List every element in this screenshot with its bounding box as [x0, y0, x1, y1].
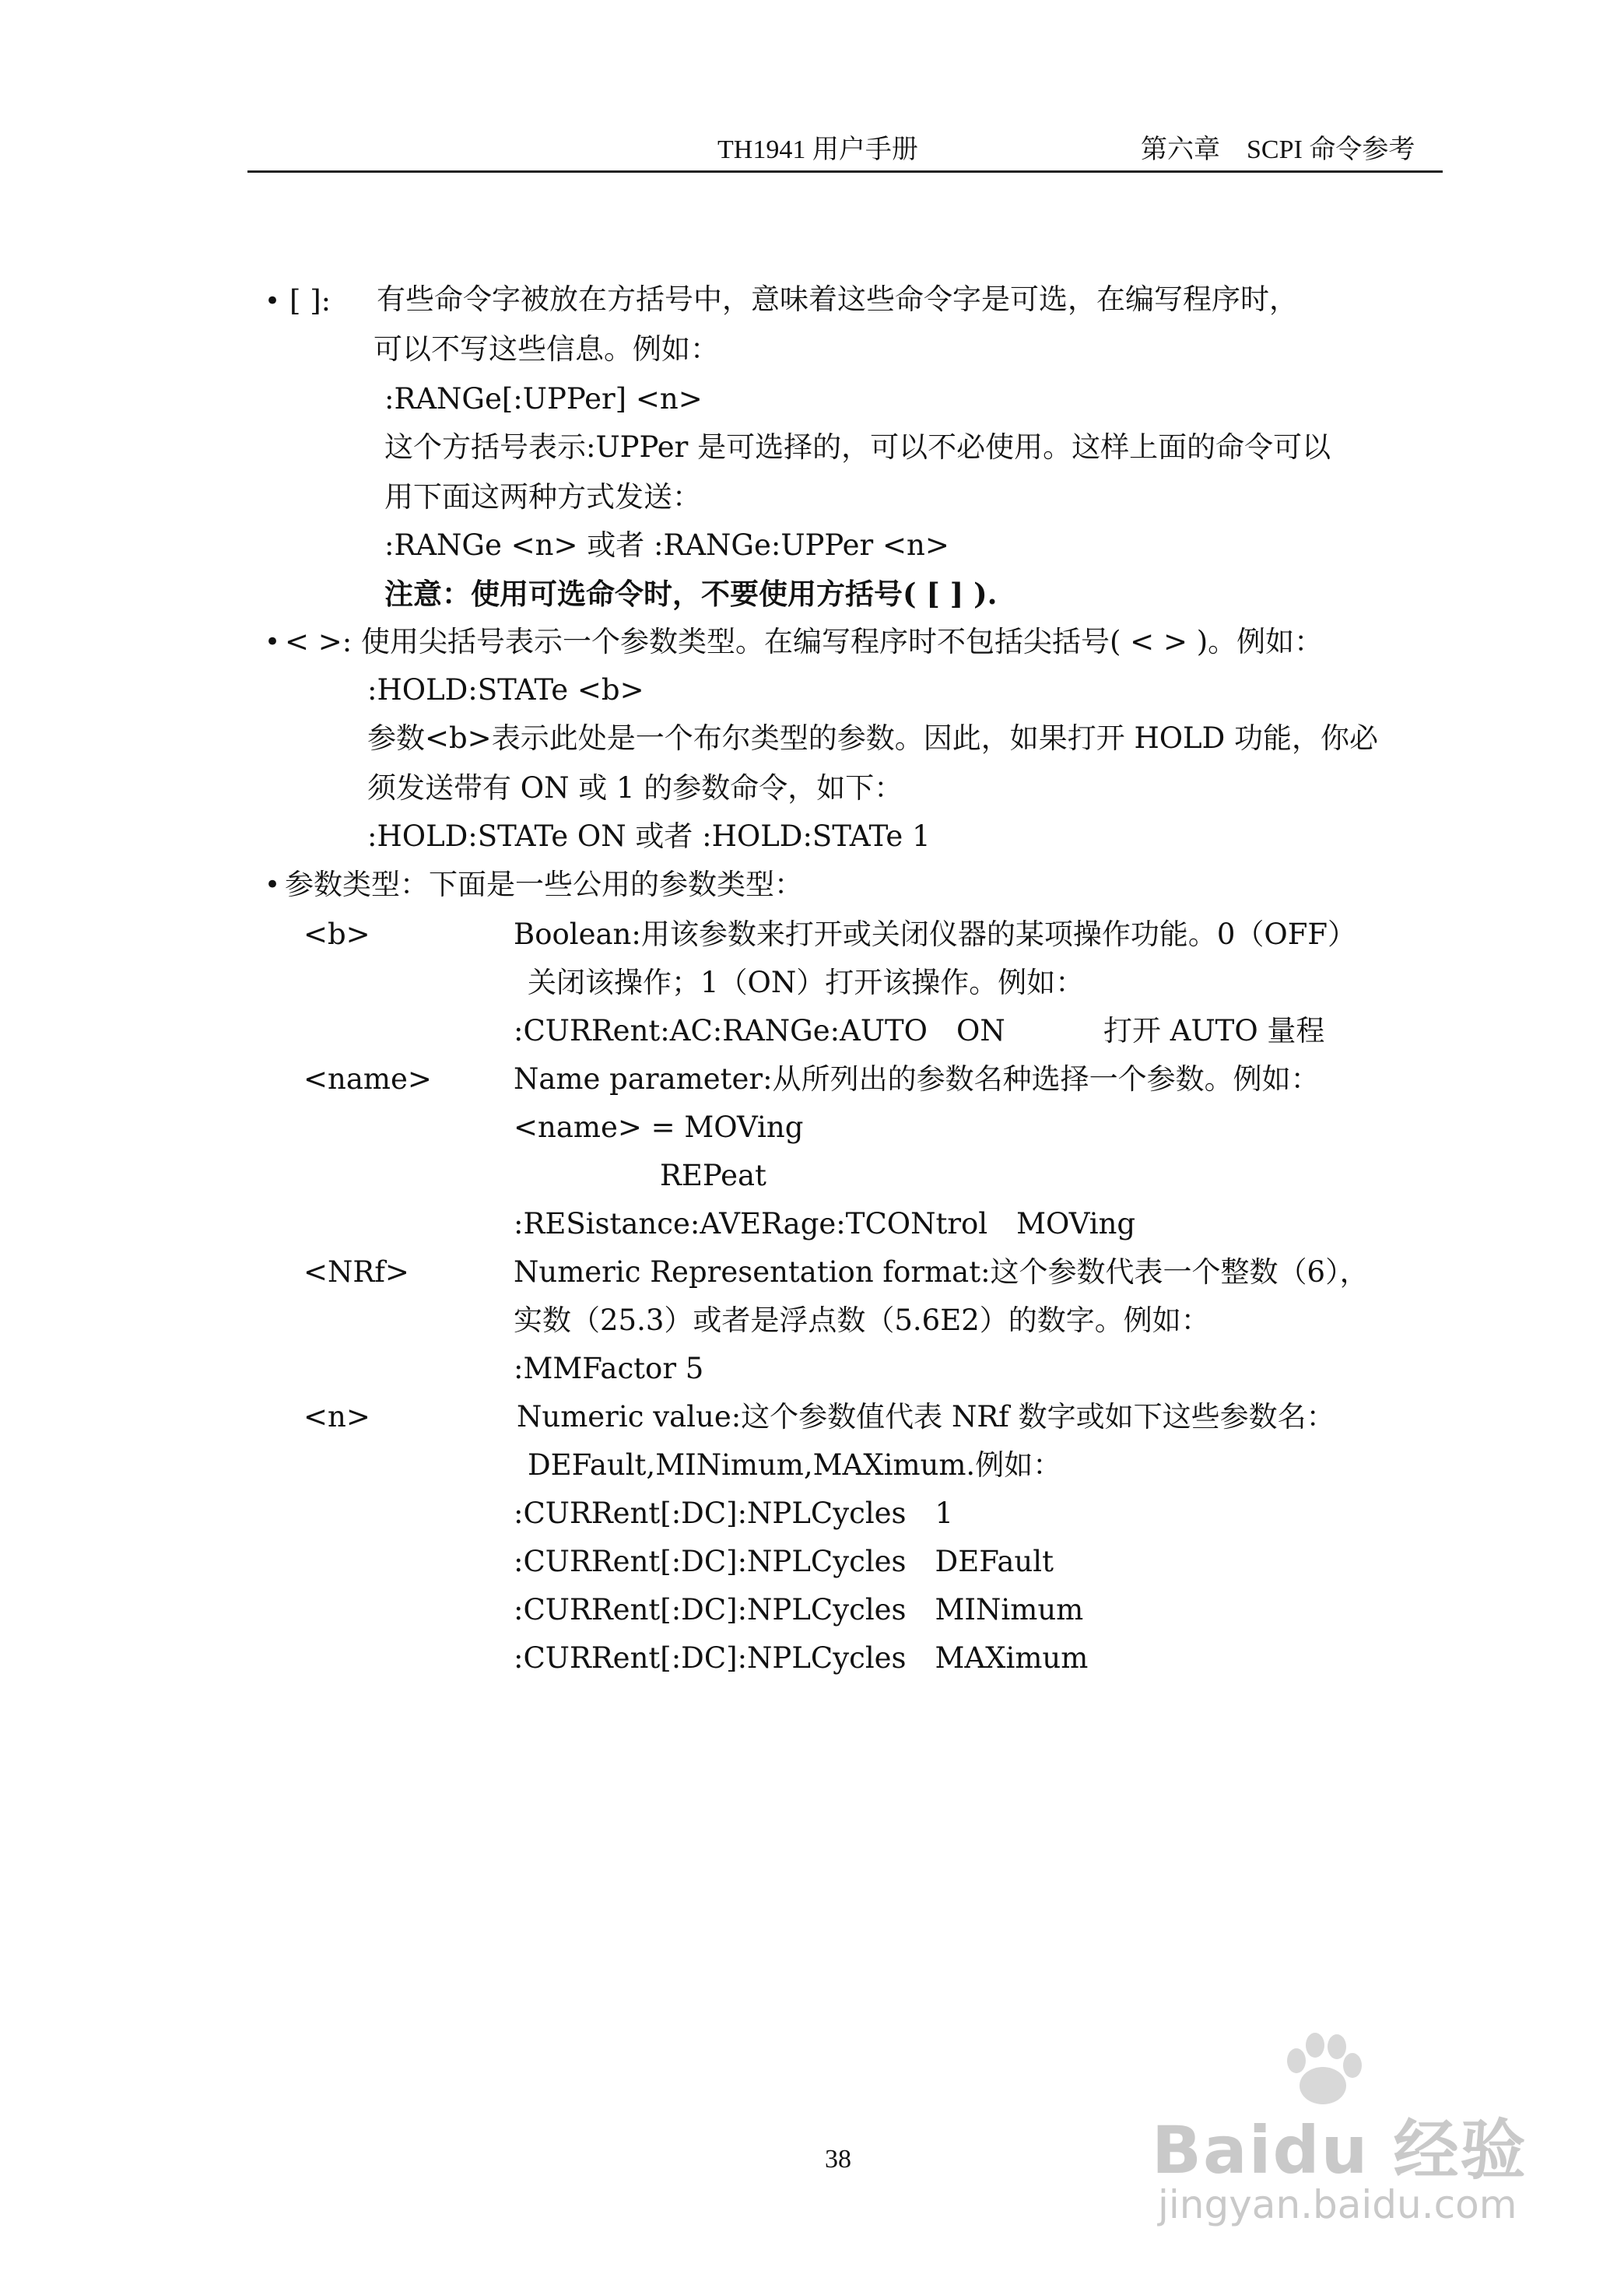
param-n-example: :CURRent[:DC]:NPLCycles MAXimum: [514, 1641, 1089, 1675]
page-number: 38: [825, 2145, 851, 2174]
brackets-explain-line2: 用下面这两种方式发送：: [384, 480, 701, 514]
header-chapter: 第六章 SCPI 命令参考: [1141, 135, 1415, 164]
param-name-example: :RESistance:AVERage:TCONtrol MOVing: [514, 1207, 1136, 1240]
angle-explain-line1: 参数<b>表示此处是一个布尔类型的参数。因此，如果打开 HOLD 功能，你必: [367, 721, 1379, 755]
brackets-label: [ ]:: [289, 284, 331, 318]
param-nrf-line2: 实数（25.3）或者是浮点数（5.6E2）的数字。例如：: [514, 1304, 1210, 1337]
param-n-name: <n>: [303, 1400, 370, 1433]
param-name-name: <name>: [303, 1062, 432, 1096]
param-b-name: <b>: [303, 918, 370, 951]
watermark: [1152, 2023, 1587, 2257]
param-b-example-note: 打开 AUTO 量程: [1103, 1014, 1325, 1047]
bullet-params: •: [265, 869, 281, 900]
angle-text-line1: < >: 使用尖括号表示一个参数类型。在编写程序时不包括尖括号( < > )。例如：: [285, 625, 1324, 658]
param-n-line1: Numeric value:这个参数值代表 NRf 数字或如下这些参数名：: [517, 1400, 1335, 1433]
bullet-angle: •: [265, 626, 281, 658]
param-name-line2: <name> = MOVing: [514, 1111, 804, 1144]
param-n-example: :CURRent[:DC]:NPLCycles DEFault: [514, 1545, 1054, 1578]
params-title: 参数类型：下面是一些公用的参数类型：: [285, 868, 803, 901]
param-b-example: :CURRent:AC:RANGe:AUTO ON: [514, 1014, 1005, 1047]
param-n-example: :CURRent[:DC]:NPLCycles MINimum: [514, 1593, 1084, 1627]
watermark-brand: Baidu 经验: [1152, 2112, 1528, 2188]
param-nrf-name: <NRf>: [303, 1255, 409, 1289]
angle-forms: :HOLD:STATe ON 或者 :HOLD:STATe 1: [367, 819, 931, 853]
param-b-line1: Boolean:用该参数来打开或关闭仪器的某项操作功能。0（OFF）: [514, 918, 1357, 951]
param-n-line2: DEFault,MINimum,MAXimum.例如：: [528, 1448, 1062, 1482]
bullet-brackets: •: [265, 286, 281, 317]
param-b-line2: 关闭该操作；1（ON）打开该操作。例如：: [528, 966, 1085, 999]
param-nrf-line1: Numeric Representation format:这个参数代表一个整数（6），: [514, 1255, 1369, 1289]
brackets-text-line1: 有些命令字被放在方括号中，意味着这些命令字是可选，在编写程序时，: [377, 282, 1298, 316]
brackets-note: 注意：使用可选命令时，不要使用方括号( [ ] ).: [384, 577, 998, 611]
watermark-url: jingyan.baidu.com: [1158, 2182, 1517, 2227]
angle-explain-line2: 须发送带有 ON 或 1 的参数命令，如下：: [367, 771, 903, 805]
angle-example: :HOLD:STATe <b>: [367, 673, 644, 707]
brackets-explain-line1: 这个方括号表示:UPPer 是可选择的，可以不必使用。这样上面的命令可以: [384, 430, 1331, 464]
header-rule: [247, 170, 1443, 173]
param-nrf-example: :MMFactor 5: [514, 1352, 704, 1385]
brackets-text-line2: 可以不写这些信息。例如：: [374, 332, 719, 366]
param-name-line1: Name parameter:从所列出的参数名种选择一个参数。例如：: [514, 1062, 1320, 1096]
brackets-example: :RANGe[:UPPer] <n>: [384, 382, 703, 416]
param-n-example: :CURRent[:DC]:NPLCycles 1: [514, 1497, 954, 1530]
brackets-forms: :RANGe <n> 或者 :RANGe:UPPer <n>: [384, 528, 949, 562]
param-name-line3: REPeat: [660, 1159, 766, 1192]
header-title: TH1941 用户手册: [717, 135, 918, 164]
